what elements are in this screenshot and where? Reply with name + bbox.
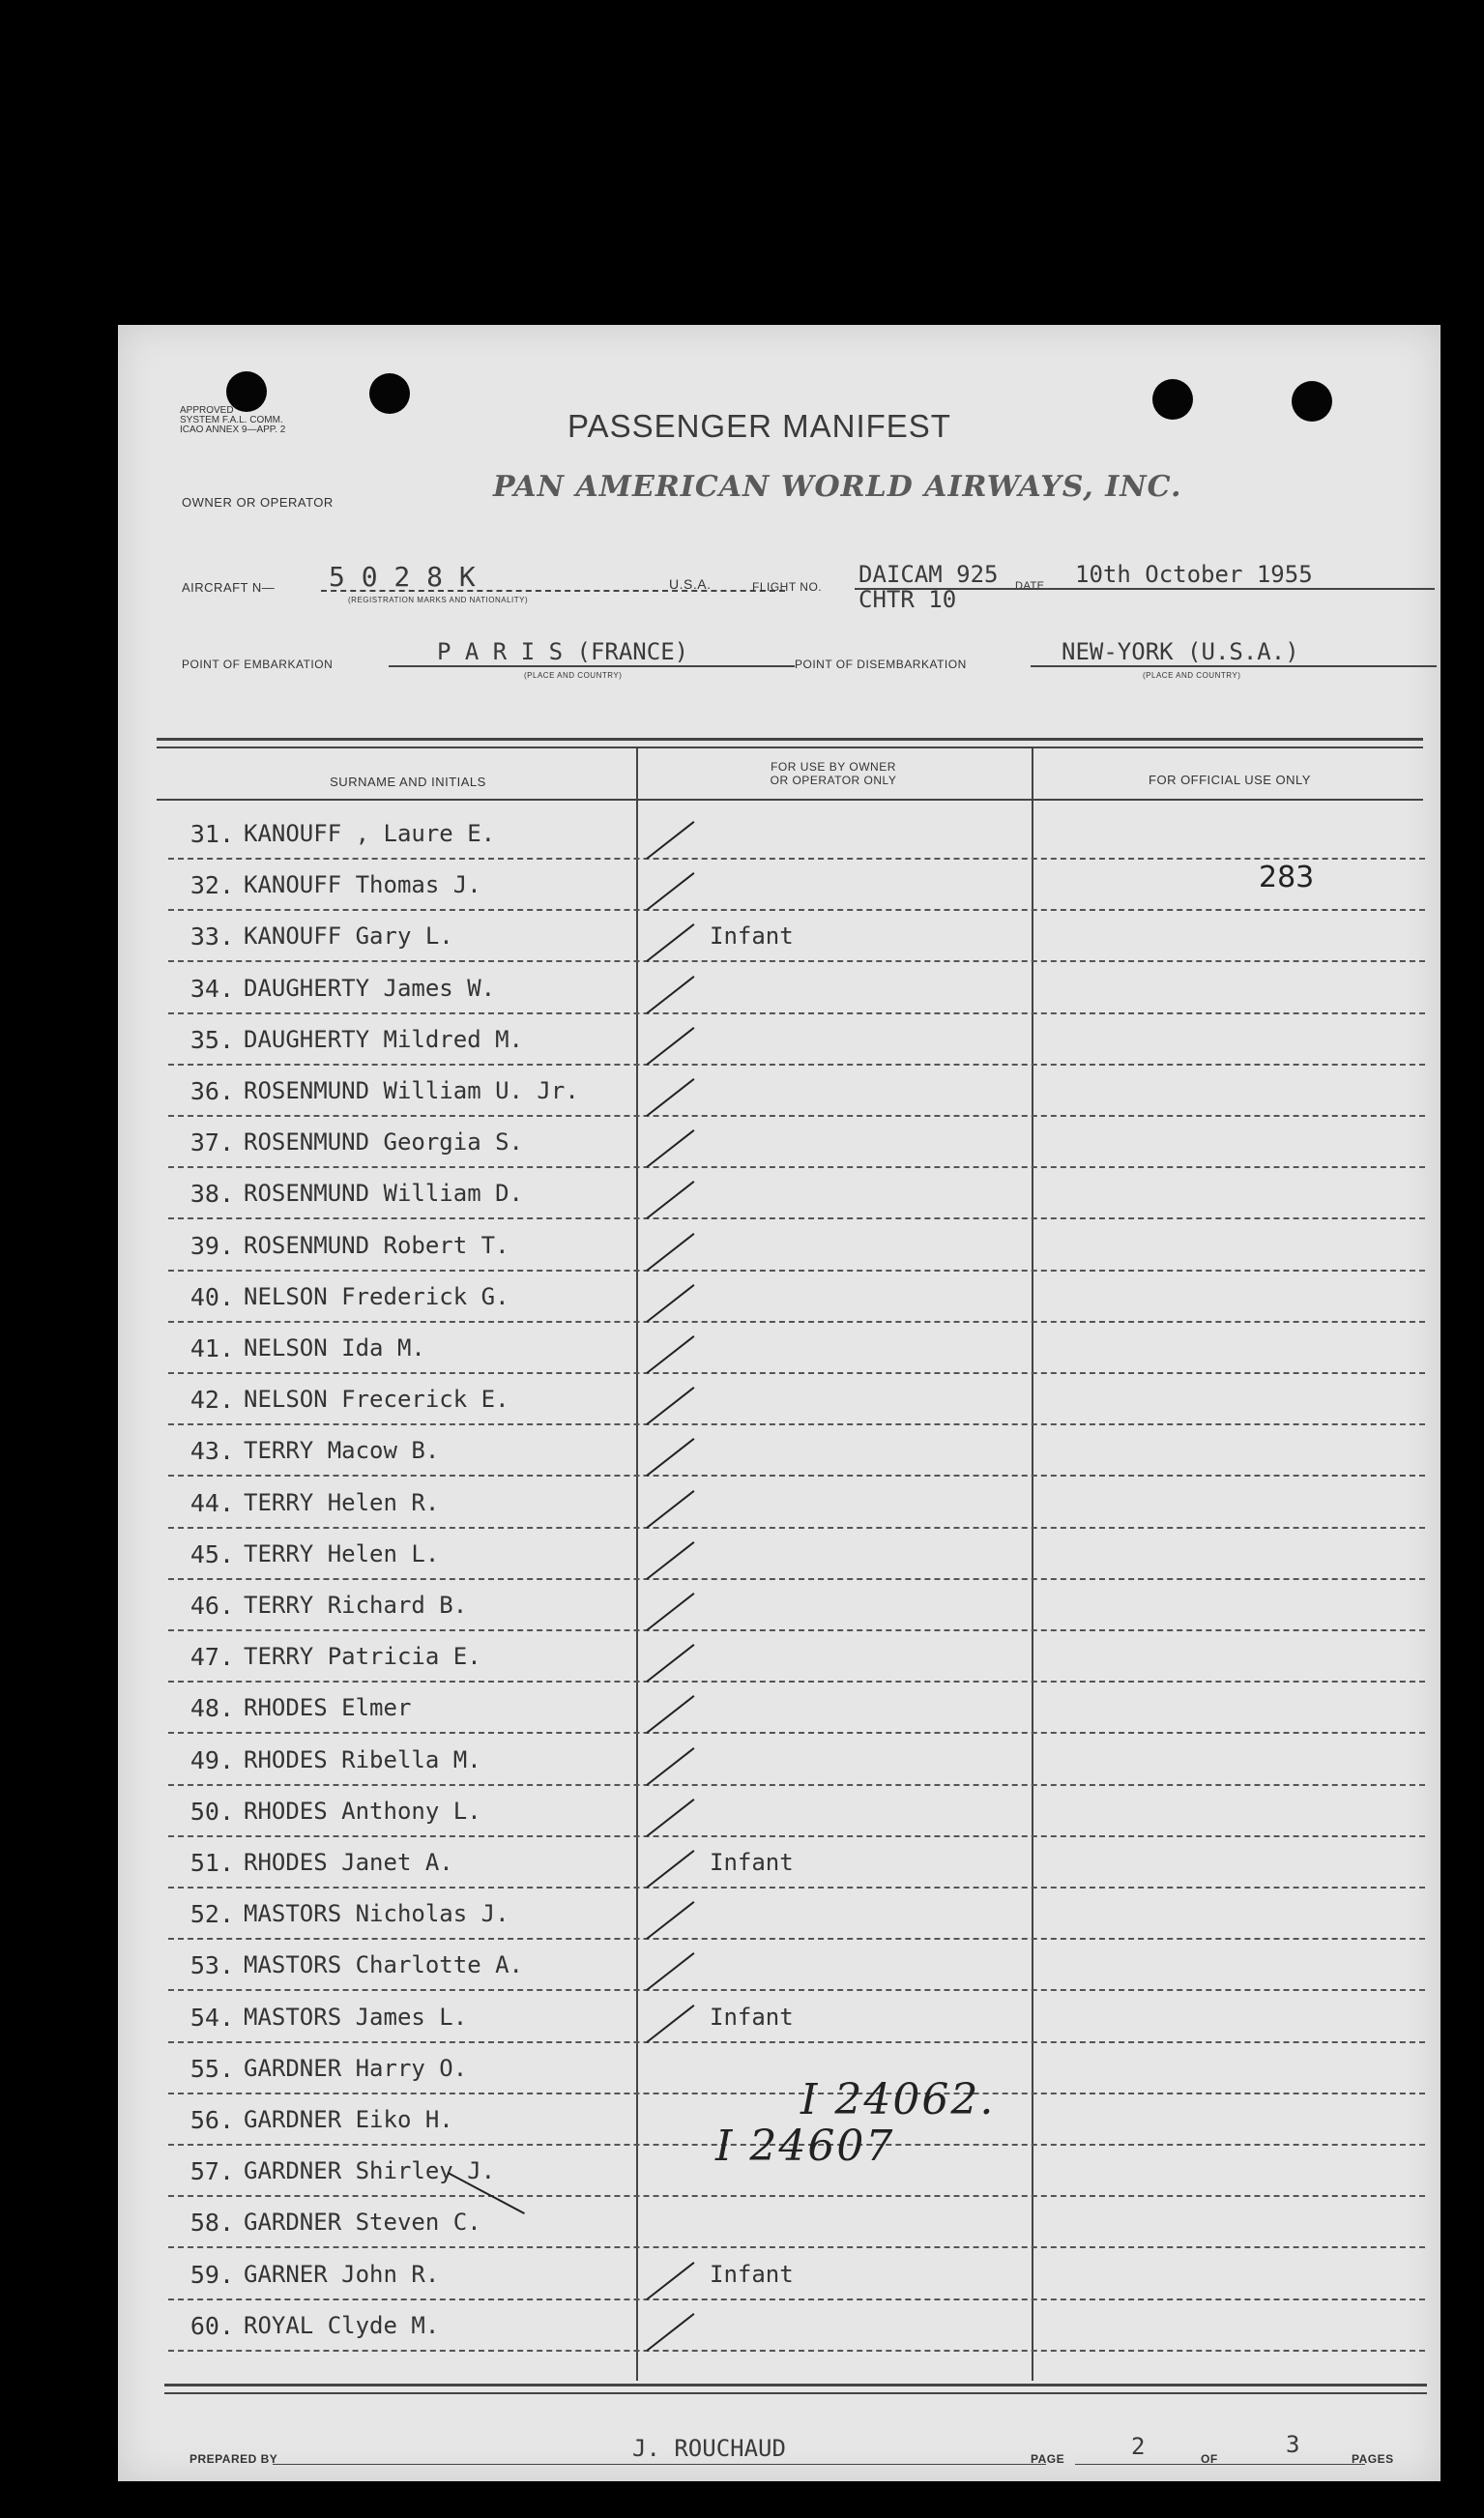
passenger-name: ROSENMUND Georgia S. <box>244 1128 523 1157</box>
header-rule <box>157 799 1423 801</box>
flight-date: 10th October 1955 <box>1075 561 1313 588</box>
passenger-row <box>168 1425 1425 1477</box>
passenger-name: RHODES Elmer <box>244 1694 412 1722</box>
row-number: 43. <box>189 1437 234 1466</box>
row-number: 31. <box>189 820 234 848</box>
passenger-name: NELSON Frecerick E. <box>244 1386 509 1414</box>
embark-label: POINT OF EMBARKATION <box>182 658 334 671</box>
passenger-name: DAUGHERTY James W. <box>244 974 496 1002</box>
passenger-name: ROYAL Clyde M. <box>244 2311 440 2339</box>
row-number: 35. <box>189 1025 234 1054</box>
passenger-note: Infant <box>710 2260 794 2288</box>
passenger-name: TERRY Helen L. <box>244 1539 440 1567</box>
passenger-name: NELSON Ida M. <box>244 1334 425 1361</box>
handwritten-note: I 24062. <box>800 2075 996 2124</box>
row-number: 45. <box>189 1539 234 1568</box>
row-number: 51. <box>189 1849 234 1877</box>
punch-hole <box>1292 381 1332 422</box>
page-total: 3 <box>1286 2431 1300 2458</box>
passenger-row <box>168 1837 1425 1888</box>
passenger-name: TERRY Macow B. <box>244 1437 440 1465</box>
row-number: 41. <box>189 1334 234 1362</box>
passenger-row <box>168 1066 1425 1117</box>
row-number: 46. <box>189 1592 234 1620</box>
passenger-name: RHODES Janet A. <box>244 1849 453 1876</box>
passenger-note: Infant <box>710 922 794 951</box>
row-number: 52. <box>189 1900 234 1929</box>
row-number: 59. <box>189 2260 234 2289</box>
passenger-row <box>168 1786 1425 1837</box>
pages-label: PAGES <box>1352 2452 1394 2466</box>
passenger-name: KANOUFF Thomas J. <box>244 871 481 899</box>
page-underline <box>1075 2464 1365 2465</box>
row-number: 53. <box>189 1951 234 1980</box>
column-header-official-use: FOR OFFICIAL USE ONLY <box>1149 773 1311 787</box>
passenger-row <box>168 1220 1425 1272</box>
row-number: 50. <box>189 1797 234 1826</box>
passenger-name: TERRY Richard B. <box>244 1592 468 1619</box>
flight-number: DAICAM 925 <box>858 561 999 588</box>
row-number: 55. <box>189 2054 234 2083</box>
row-number: 47. <box>189 1643 234 1672</box>
punch-hole <box>369 373 410 414</box>
row-number: 54. <box>189 2003 234 2032</box>
passenger-row <box>168 1168 1425 1219</box>
official-mark: 283 <box>1259 861 1315 894</box>
row-number: 58. <box>189 2209 234 2238</box>
flight-underline <box>855 588 1435 590</box>
date-label: DATE <box>1015 580 1045 592</box>
passenger-row <box>168 2300 1425 2352</box>
passenger-row <box>168 2197 1425 2248</box>
row-number: 33. <box>189 922 234 952</box>
embark-caption: (PLACE AND COUNTRY) <box>524 671 623 680</box>
approval-stamp: APPROVED SYSTEM F.A.L. COMM. ICAO ANNEX 9—APP. 2 <box>180 405 286 435</box>
aircraft-registration: 5 0 2 8 K <box>329 561 476 593</box>
passenger-row <box>168 963 1425 1014</box>
prepared-underline <box>273 2464 1046 2465</box>
owner-label: OWNER OR OPERATOR <box>182 495 334 510</box>
of-label: OF <box>1201 2452 1218 2466</box>
passenger-name: MASTORS Charlotte A. <box>244 1951 523 1979</box>
passenger-name: KANOUFF Gary L. <box>244 922 453 951</box>
passenger-row <box>168 911 1425 962</box>
passenger-row <box>168 1014 1425 1066</box>
passenger-row <box>168 1940 1425 1991</box>
passenger-name: GARDNER Steven C. <box>244 2209 481 2237</box>
country-label: U.S.A. <box>669 576 712 592</box>
passenger-row <box>168 1272 1425 1323</box>
passenger-row <box>168 1683 1425 1734</box>
row-rule <box>168 2350 1425 2352</box>
row-number: 44. <box>189 1488 234 1517</box>
row-number: 32. <box>189 871 234 900</box>
aircraft-label: AIRCRAFT N— <box>182 580 276 595</box>
row-number: 48. <box>189 1694 234 1723</box>
row-number: 37. <box>189 1128 234 1157</box>
row-number: 34. <box>189 974 234 1003</box>
punch-hole <box>1152 379 1193 420</box>
prepared-by-label: PREPARED BY <box>189 2452 278 2466</box>
flight-label: FLIGHT NO. <box>752 580 823 594</box>
passenger-name: GARNER John R. <box>244 2260 440 2288</box>
embark-place: P A R I S (FRANCE) <box>437 638 689 665</box>
passenger-name: GARDNER Shirley J. <box>244 2157 496 2185</box>
row-number: 49. <box>189 1745 234 1774</box>
column-header-surname: SURNAME AND INITIALS <box>330 775 486 789</box>
row-number: 42. <box>189 1386 234 1415</box>
handwritten-note: I 24607 <box>715 2122 895 2171</box>
disembark-caption: (PLACE AND COUNTRY) <box>1143 671 1241 680</box>
passenger-name: MASTORS James L. <box>244 2003 468 2031</box>
passenger-row <box>168 2249 1425 2300</box>
passenger-row <box>168 1631 1425 1683</box>
passenger-row <box>168 1117 1425 1168</box>
manifest-sheet <box>118 325 1440 2481</box>
row-number: 36. <box>189 1077 234 1105</box>
company-name: PAN AMERICAN WORLD AIRWAYS, INC. <box>493 470 1182 504</box>
passenger-row <box>168 1735 1425 1786</box>
disembark-underline <box>1031 665 1437 667</box>
row-number: 57. <box>189 2157 234 2186</box>
passenger-row <box>168 1323 1425 1374</box>
passenger-row <box>168 1992 1425 2043</box>
passenger-note: Infant <box>710 2003 794 2031</box>
passenger-name: KANOUFF , Laure E. <box>244 820 496 847</box>
disembark-place: NEW-YORK (U.S.A.) <box>1062 638 1299 665</box>
flight-subtext: CHTR 10 <box>858 586 957 613</box>
passenger-name: TERRY Helen R. <box>244 1488 440 1516</box>
passenger-name: NELSON Frederick G. <box>244 1282 509 1310</box>
column-header-owner-use: FOR USE BY OWNER OR OPERATOR ONLY <box>770 760 897 787</box>
passenger-name: ROSENMUND William U. Jr. <box>244 1077 579 1104</box>
passenger-row <box>168 1478 1425 1529</box>
registration-caption: (REGISTRATION MARKS AND NATIONALITY) <box>348 596 529 604</box>
passenger-row <box>168 2043 1425 2094</box>
passenger-row <box>168 1580 1425 1631</box>
row-number: 60. <box>189 2311 234 2340</box>
aircraft-underline <box>321 590 785 592</box>
page-title: PASSENGER MANIFEST <box>567 408 951 444</box>
passenger-name: RHODES Ribella M. <box>244 1745 481 1773</box>
passenger-row <box>168 1374 1425 1425</box>
passenger-name: GARDNER Eiko H. <box>244 2106 453 2133</box>
passenger-row <box>168 1529 1425 1580</box>
passenger-name: ROSENMUND Robert T. <box>244 1231 509 1259</box>
embark-underline <box>389 665 795 667</box>
prepared-by: J. ROUCHAUD <box>632 2435 786 2462</box>
disembark-label: POINT OF DISEMBARKATION <box>795 658 967 671</box>
row-number: 56. <box>189 2106 234 2134</box>
passenger-note: Infant <box>710 1849 794 1876</box>
row-number: 38. <box>189 1180 234 1209</box>
page-number: 2 <box>1131 2433 1146 2460</box>
passenger-name: GARDNER Harry O. <box>244 2054 468 2082</box>
passenger-name: MASTORS Nicholas J. <box>244 1900 509 1928</box>
passenger-row <box>168 860 1425 911</box>
table-bottom-rule <box>164 2384 1427 2394</box>
row-number: 40. <box>189 1282 234 1311</box>
passenger-name: TERRY Patricia E. <box>244 1643 481 1671</box>
table-top-rule <box>157 738 1423 748</box>
passenger-row <box>168 1888 1425 1940</box>
page-label: PAGE <box>1031 2452 1065 2466</box>
passenger-name: ROSENMUND William D. <box>244 1180 523 1208</box>
row-number: 39. <box>189 1231 234 1260</box>
passenger-name: RHODES Anthony L. <box>244 1797 481 1825</box>
passenger-row <box>168 808 1425 860</box>
passenger-name: DAUGHERTY Mildred M. <box>244 1025 523 1053</box>
